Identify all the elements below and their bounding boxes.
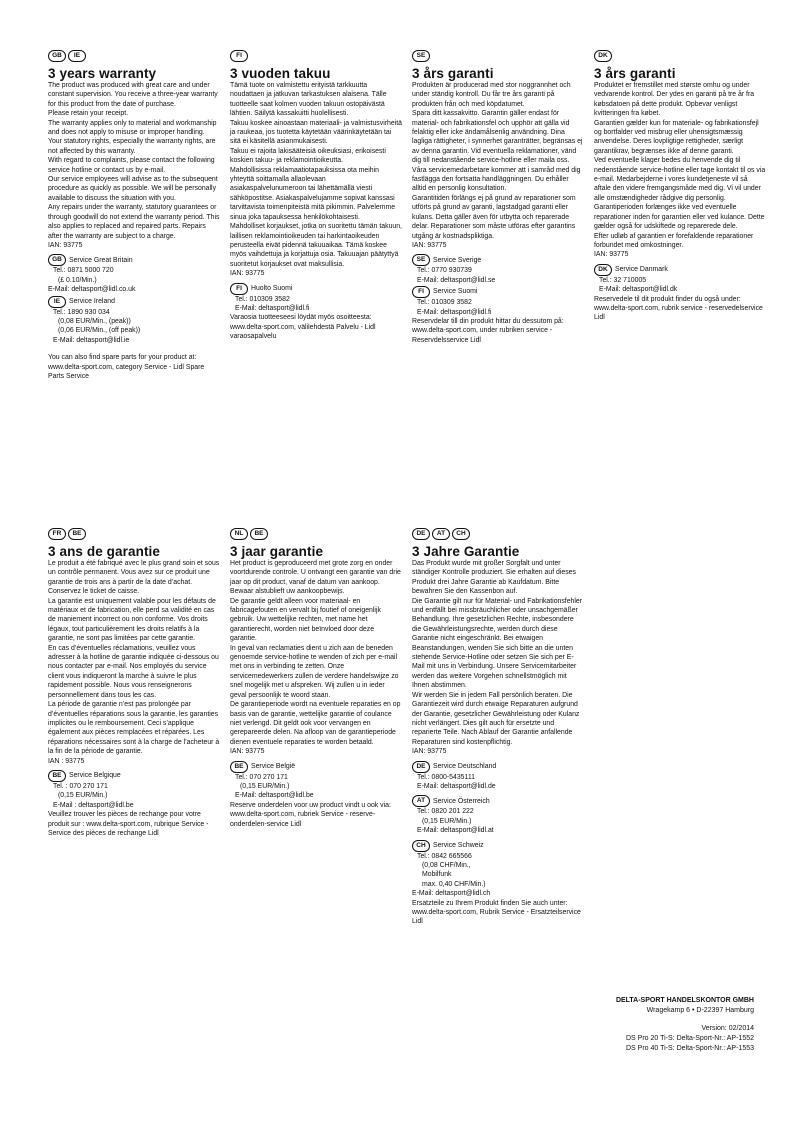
- country-badge-gb: GB: [48, 254, 66, 266]
- service-name: Service Österreich: [433, 797, 490, 805]
- service-contact-gb: [48, 254, 220, 294]
- paragraph: Wir werden Sie in jedem Fall persönlich beraten. Die Garantiezeit wird durch etwaige Reparaturen aufgrund der Garantie, gesetzlicher Gewährleistung oder Kulanz nicht verlängert. Dies gilt auch für ersetzte und reparierte Teile. Nach Ablauf der Garantie anfallende Reparaturen sind kostenpflichtig.: [412, 691, 580, 746]
- paragraph: Das Produkt wurde mit großer Sorgfalt und unter ständiger Kontrolle produziert. Sie erhalten auf dieses Produkt drei Jahre Garantie ab Kaufdatum. Bitte bewahren Sie den Kassenbon auf.: [412, 560, 576, 596]
- country-badge-dk: DK: [594, 50, 612, 62]
- service-contact-ie: [48, 296, 220, 346]
- spare-parts-note: Varaosia tuotteeseesi löydät myös osoitteesta: www.delta-sport.com, välilehdestä Palvelu - Lidl varaosapalvelu: [230, 314, 376, 341]
- paragraph: Takuu ei rajoita lakisääteisiä oikeuksiasi, erikoisesti koskien takuu- ja reklamointioikeutta.: [230, 147, 386, 165]
- paragraph: With regard to complaints, please contact the following service hotline or contact us by e-mail.: [48, 157, 215, 174]
- service-price: (£ 0.10/Min.): [58, 276, 97, 284]
- service-phone: Tel.: 010309 3582: [235, 295, 290, 303]
- service-price: (0,06 EUR/Min., (off peak)): [58, 327, 141, 335]
- service-email: E-Mail: deltasport@lidl.fi: [235, 304, 310, 312]
- country-badges: [230, 47, 402, 59]
- ian-number: IAN: 93775: [48, 241, 83, 249]
- country-badge-fi: FI: [412, 286, 430, 298]
- country-badges: [412, 47, 584, 59]
- service-name: Huolto Suomi: [251, 284, 293, 292]
- service-email: E-Mail: deltasport@lidl.de: [417, 782, 496, 790]
- warranty-section-fr: [48, 525, 220, 838]
- imprint: [588, 996, 754, 1054]
- ian-number: IAN: 93775: [594, 251, 629, 259]
- paragraph: Garantitiden förlängs ej på grund av reparationer som utförts på grund av garanti, lagstadgad garanti eller kulans. Detta gäller även för utbytta och reparerade delar. Reparationer som måste utföras efter garantins utgång är kostnadspliktiga.: [412, 194, 576, 240]
- country-badges: [594, 47, 766, 59]
- warranty-section-fi: [230, 47, 402, 342]
- paragraph: Mahdollisissa reklamaatiotapauksissa ota meihin yhteyttä soittamalla allaolevaan asiakaspalvelunumeroon tai lähettämällä viesti sähköpostitse. Asiakaspalvelujamme sopivat kanssasi tarvittavista toimenpiteistä mitä pikimmin. Palvelemme sinua joka tapauksessa henkilökohtaisesti.: [230, 166, 396, 221]
- service-name: Service Ireland: [69, 297, 115, 305]
- ian-number: IAN : 93775: [48, 757, 85, 765]
- country-badge-at: AT: [432, 528, 450, 540]
- country-badge-fr: FR: [48, 528, 66, 540]
- paragraph: La garantie est uniquement valable pour les défauts de matériaux et de fabrication, elle perd sa validité en cas de maniement incorrect ou non conforme. Vos droits légaux, tout particulièrement les droits relatifs à la garantie, ne sont pas limitées par cette garantie.: [48, 597, 216, 643]
- service-contact-be: [230, 761, 402, 801]
- service-email: E-Mail : deltasport@lidl.be: [53, 801, 134, 809]
- ian-number: IAN: 93775: [412, 748, 447, 756]
- service-contact-se: [412, 254, 584, 285]
- country-badge-se: SE: [412, 50, 430, 62]
- service-name: Service Danmark: [615, 266, 668, 274]
- service-contact-be: [48, 770, 220, 810]
- paragraph: De garantieperiode wordt na eventuele reparaties en op basis van de garantie, wettelijke garantie of coulance niet verlengd. Dit geldt ook voor vervangen en gerepareerde delen. Na afloop van de garantieperiode dienen eventuele reparaties te worden betaald.: [230, 701, 401, 746]
- service-price: (0,15 EUR/Min.): [58, 792, 108, 800]
- paragraph: Spara ditt kassakvitto. Garantin gäller endast för material- och fabrikationsfel och upphör att gälla vid felaktig eller icke ändamålsenlig användning. Dina lagliga rättigheter, i synnerhet garanträtter, begränsas ej av denna garantin. Vid eventuella reklamationer, vänd dig till nedanstående service-hotline eller maila oss. Våra servicemedarbetare kommer att i samråd med dig fastlägga den fortsatta handläggningen. Du erhåller alltid en personlig konsultation.: [412, 110, 583, 193]
- service-name: Service Deutschland: [433, 762, 497, 770]
- company-address: Wragekamp 6 • D-22397 Hamburg: [646, 1007, 754, 1014]
- model-number: DS Pro 40 Ti-S: Delta-Sport-Nr.: AP-1553: [626, 1045, 754, 1052]
- service-price: (0,15 EUR/Min.): [422, 817, 472, 825]
- country-badge-be: BE: [230, 761, 248, 773]
- paragraph: De garantie geldt alleen voor materiaal- en fabricagefouten en vervalt bij foutief of oneigenlijk gebruik. Uw wettelijke rechten, met name het garantierecht, worden niet beïnvloed door deze garantie.: [230, 597, 381, 643]
- paragraph: The product was produced with great care and under constant supervision. You receive a three-year warranty for this product from the date of purchase.: [48, 82, 218, 108]
- country-badge-ch: CH: [452, 528, 470, 540]
- service-phone: Tel.: 0842 665566: [417, 852, 472, 860]
- paragraph: Garantien gælder kun for materiale- og fabrikationsfejl og bortfalder ved misbrug eller uhensigtsmæssig anvendelse. Deres lovpligtige rettigheder, særligt garantikrav, begrænses ikke af denne garanti.: [594, 119, 759, 155]
- country-badge-se: SE: [412, 254, 430, 266]
- section-title: 3 års garanti: [412, 66, 494, 81]
- paragraph: Het product is geproduceerd met grote zorg en onder voortdurende controle. U ontvangt een garantie van drie jaar op dit product, vanaf de datum van aankoop. Bewaar alstublieft uw aankoopbewijs.: [230, 560, 401, 596]
- section-title: 3 jaar garantie: [230, 544, 324, 559]
- service-price: (0,08 CHF/Min.,: [422, 861, 471, 869]
- ian-number: IAN: 93775: [230, 748, 265, 756]
- country-badges: [48, 525, 220, 537]
- section-title: 3 vuoden takuu: [230, 66, 331, 81]
- paragraph: En cas d’éventuelles réclamations, veuillez vous adresser à la hotline de garantie indiquée ci-dessous ou nous contacter par e-mail. Nos employés du service client vous indiqueront la marche à suivre le plus rapidement possible. Nous vous renseignerons personnellement dans tous les cas.: [48, 644, 219, 699]
- paragraph: Takuu koskee ainoastaan materiaali- ja valmistusvirheitä ja raukeaa, jos tuotetta käytetään väärinkäytetään tai sitä ei käsitellä asianmukaisesti.: [230, 119, 402, 146]
- service-email: E-Mail: deltasport@lidl.ie: [53, 336, 130, 344]
- service-name: Service Schweiz: [433, 841, 484, 849]
- paragraph: Please retain your receipt.: [48, 110, 129, 118]
- paragraph: Tämä tuote on valmistettu erityistä tarkkuutta noudattaen ja jatkuvan tarkastuksen alaisena. Tälle tuotteelle saat kolmen vuoden takuun ostopäivästä lähtien. Säilytä kassakuitti huolellisesti.: [230, 82, 387, 118]
- service-name: Service Suomi: [433, 288, 478, 296]
- country-badge-fi: FI: [230, 283, 248, 295]
- country-badges: [412, 525, 584, 537]
- service-email: E-Mail: deltasport@lidl.fi: [417, 308, 492, 316]
- country-badge-dk: DK: [594, 264, 612, 276]
- service-contact-de: [412, 761, 584, 792]
- warranty-section-en: [48, 47, 220, 381]
- ian-number: IAN: 93775: [230, 270, 265, 278]
- country-badge-be: BE: [250, 528, 268, 540]
- warranty-section-se: [412, 47, 584, 345]
- service-name: Service Great Britain: [69, 256, 133, 264]
- service-price: Mobilfunk: [422, 871, 452, 879]
- service-contact-ch: [412, 840, 584, 899]
- paragraph: Any repairs under the warranty, statutory guarantees or through goodwill do not extend the warranty period. This also applies to replaced and repaired parts. Repairs after the warranty are subject to a charge.: [48, 204, 220, 240]
- paragraph: Our service employees will advise as to the subsequent procedure as quickly as possible. We will be personally available to discuss the situation with you.: [48, 176, 218, 202]
- section-title: 3 years warranty: [48, 66, 157, 81]
- service-phone: Tel.: 070 270 171: [235, 773, 288, 781]
- country-badge-be: BE: [68, 528, 86, 540]
- service-price: (0,08 EUR/Min., (peak)): [58, 317, 131, 325]
- country-badge-nl: NL: [230, 528, 248, 540]
- service-phone: Tel.: 010309 3582: [417, 299, 472, 307]
- spare-parts-note: You can also find spare parts for your product at: www.delta-sport.com, category Service - Lidl Spare Parts Service: [48, 354, 205, 380]
- company-name: DELTA-SPORT HANDELSKONTOR GMBH: [615, 997, 754, 1004]
- paragraph: Garantiperioden forlænges ikke ved eventuelle reparationer inden for garantien eller ved kulance. Dette gælder også for udskiftede og reparerede dele.: [594, 204, 765, 231]
- country-badge-fi: FI: [230, 50, 248, 62]
- paragraph: In geval van reclamaties dient u zich aan de beneden genoemde service-hotline te wenden of zich per e-mail met ons in verbinding te zetten. Onze servicemedewerkers zullen de verdere handelswijze zo snel mogelijk met u afspreken. Wij zullen u in ieder geval persoonlijk te woord staan.: [230, 644, 399, 699]
- service-price: (0,15 EUR/Min.): [240, 782, 290, 790]
- spare-parts-note: Reserve onderdelen voor uw product vindt u ook via: www.delta-sport.com, rubriek Service - reserve-onderdelen-service Lidl: [230, 801, 391, 828]
- country-badge-de: DE: [412, 528, 430, 540]
- service-email: E-Mail: deltasport@lidl.ch: [412, 890, 491, 898]
- service-phone: Tel.: 0871 5000 720: [53, 267, 114, 275]
- warranty-section-de: [412, 525, 584, 927]
- spare-parts-note: Veuillez trouver les pièces de rechange pour votre produit sur : www.delta-sport.com, rubrique Service - Service des pièces de rechange Lidl: [48, 811, 209, 837]
- warranty-section-dk: [594, 47, 766, 323]
- service-email: E-Mail: deltasport@lidl.co.uk: [48, 286, 136, 294]
- paragraph: Die Garantie gilt nur für Material- und Fabrikationsfehler und entfällt bei missbräuchlicher oder unsachgemäßer Behandlung. Ihre gesetzlichen Rechte, insbesondere die Gewährleistungsrechte, werden durch diese Garantie nicht eingeschränkt. Bei etwaigen Beanstandungen, wenden Sie sich bitte an die unten stehende Service-Hotline oder setzen Sie sich per E-Mail mit uns in Verbindung. Unsere Servicemitarbeiter werden das weitere Vorgehen schnellstmöglich mit Ihnen abstimmen.: [412, 597, 583, 690]
- paragraph: The warranty applies only to material and workmanship and does not apply to misuse or improper handling. Your statutory rights, especially the warranty rights, are not affected by this warranty.: [48, 119, 217, 155]
- section-title: 3 Jahre Garantie: [412, 544, 520, 559]
- service-email: E-Mail: deltasport@lidl.at: [417, 827, 494, 835]
- service-phone: Tel.: 0770 930739: [417, 267, 472, 275]
- version-label: Version: 02/2014: [701, 1025, 754, 1032]
- country-badge-ie: IE: [48, 296, 66, 308]
- model-number: DS Pro 20 Ti-S: Delta-Sport-Nr.: AP-1552: [626, 1035, 754, 1042]
- country-badge-gb: GB: [48, 50, 66, 62]
- country-badge-ie: IE: [68, 50, 86, 62]
- country-badges: [48, 47, 220, 59]
- paragraph: Le produit a été fabriqué avec le plus grand soin et sous un contrôle permanent. Vous avez sur ce produit une garantie de trois ans à partir de la date d’achat. Conservez le ticket de caisse.: [48, 560, 220, 596]
- service-contact-at: [412, 795, 584, 835]
- service-email: E-Mail: deltasport@lidl.dk: [599, 286, 678, 294]
- service-contact-fi: [230, 283, 402, 314]
- section-title: 3 ans de garantie: [48, 544, 160, 559]
- service-email: E-Mail: deltasport@lidl.be: [235, 792, 314, 800]
- country-badge-at: AT: [412, 795, 430, 807]
- service-name: Service Sverige: [433, 256, 482, 264]
- ian-number: IAN: 93775: [412, 241, 447, 249]
- paragraph: Produktet er fremstillet med største omhu og under vedvarende kontrol. Der ydes en garanti på tre år fra købsdatoen på dette produkt. Opbevar venligst kvitteringen fra købet.: [594, 82, 755, 118]
- country-badges: [230, 525, 402, 537]
- service-email: E-Mail: deltasport@lidl.se: [417, 276, 496, 284]
- section-title: 3 års garanti: [594, 66, 676, 81]
- country-badge-be: BE: [48, 770, 66, 782]
- service-contact-fi: [412, 286, 584, 317]
- service-phone: Tel.: 1890 930 034: [53, 308, 110, 316]
- service-price: max. 0,40 CHF/Min.): [422, 880, 486, 888]
- service-phone: Tel.: 0800-5435111: [417, 773, 475, 781]
- warranty-section-nl: [230, 525, 402, 829]
- service-name: Service België: [251, 762, 296, 770]
- paragraph: Mahdolliset korjaukset, jotka on suoritettu tämän takuun, laillisen reklamointioikeuden tai harkintaoikeuden perusteella eivät pidennä takuuaikaa. Tämä koskee myös vaihdettuja ja korjattuja osia. Takuuajan päätyttyä suoritetut korjaukset ovat maksullisia.: [230, 223, 402, 268]
- spare-parts-note: Ersatzteile zu Ihrem Produkt finden Sie auch unter: www.delta-sport.com, Rubrik Service - Ersatzteilservice Lidl: [412, 899, 581, 926]
- service-phone: Tel.: 0820 201 222: [417, 808, 474, 816]
- service-phone: Tel.: 32 710005: [599, 276, 647, 284]
- country-badge-ch: CH: [412, 840, 430, 852]
- spare-parts-note: Reservedele til dit produkt finder du også under: www.delta-sport.com, rubrik service - reservedelservice Lidl: [594, 295, 763, 322]
- paragraph: Efter udløb af garantien er forefaldende reparationer forbundet med omkostninger.: [594, 232, 754, 249]
- spare-parts-note: Reservdelar till din produkt hittar du dessutom på: www.delta-sport.com, under rubriken service - Reservdelsservice Lidl: [412, 317, 564, 344]
- service-contact-dk: [594, 264, 766, 295]
- service-name: Service Belgique: [69, 772, 121, 780]
- service-phone: Tel. : 070 270 171: [53, 782, 108, 790]
- paragraph: La période de garantie n’est pas prolongée par d’éventuelles réparations sous la garantie, les garanties implicites ou le remboursement. Ceci s’applique également aux pièces remplacées et réparées. Les réparations nécessaires sont à la charge de l’acheteur à la fin de la période de garantie.: [48, 701, 220, 756]
- paragraph: Produkten är producerad med stor noggrannhet och under ständig kontroll. Du får tre års garanti på produkten från och med köpdatumet.: [412, 82, 571, 108]
- paragraph: Ved eventuelle klager bedes du henvende dig til nedenstående service-hotline eller tage kontakt til os via e-mail. Medarbejderne i vores kundetjeneste vil så aftale den videre fremgangsmåde med dig. Vi vil under alle omstændigheder rådgive dig personlig.: [594, 157, 766, 202]
- country-badge-de: DE: [412, 761, 430, 773]
